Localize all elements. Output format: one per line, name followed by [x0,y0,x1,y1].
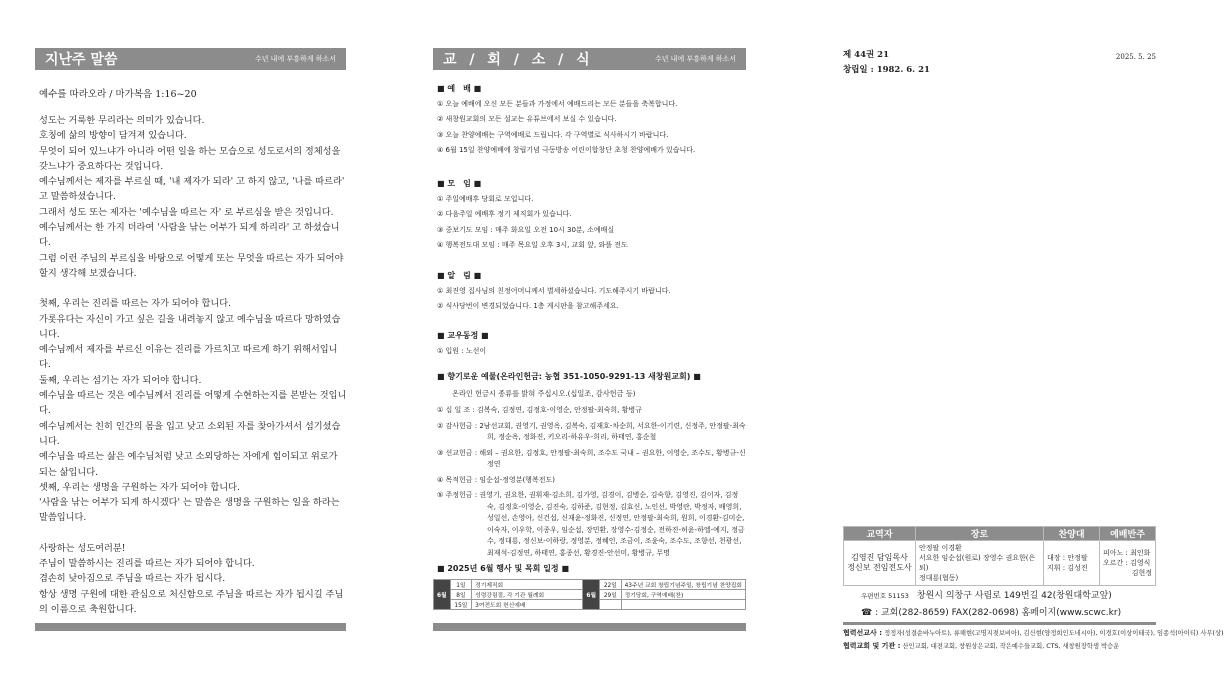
offering-note: 온라인 헌금시 종류를 밝혀 주십시오.(십일조, 감사헌금 등) [452,388,636,398]
footer-bar [433,623,746,631]
schedule-day: 15일 [450,600,472,610]
sermon-header-subtitle: 수년 내에 부흥하게 하소서 [254,55,336,63]
pastors-cell [844,541,916,586]
news-item: ④ 행복전도대 모임 : 매주 목요일 오후 3시, 교회 앞, 와플 전도 [437,241,628,249]
news-item: ① 최진영 집사님의 친정어머니께서 별세하셨습니다. 기도해주시기 바랍니다. [437,286,671,295]
pastor-name: 정신보 전임전도사 [847,563,912,572]
missionary-list: 정정자(성결순바누아트), 류해현(고명지젖보비아), 김신현(양정희인도네시아), 이경호(이상이태국), 임종석(아이티) 사무(상) [884,630,1224,637]
sermon-paragraph: 그럼 이런 주님의 부르심을 바탕으로 어떻게 또는 무엇을 따르는 자가 되어야 할지 생각해 보겠습니다. [39,252,344,279]
schedule-event: 정기제직회 [472,580,583,590]
news-item: ① 주일예배후 당회로 모입니다. [437,194,534,203]
sermon-paragraph: 예수님께서 제자를 부르신 이유는 진리를 가르치고 따르게 하기 위해서입니다. [39,344,338,371]
meeting-section [437,177,746,256]
sermon-paragraph: 예수님께서는 친히 인간의 몸을 입고 낮고 소외된 자를 찾아가셔서 섬기셨습니다. [39,420,341,447]
accompanist-organ: 오르간 : 김영식 [1103,559,1151,567]
sermon-reference: 예수를 따라오라 / 마가복음 1:16~20 [39,89,197,100]
choir-conductor: 지휘 : 김성진 [1047,564,1088,572]
sermon-paragraph: 첫째, 우리는 진리를 따르는 자가 되어야 합니다. [39,298,231,310]
schedule-day: 22일 [600,580,622,590]
zip-code: 우편번호 51153 [861,592,909,600]
church-address-block [861,588,1121,622]
issue-date: 2025. 5. 25 [1115,53,1156,61]
missionary-label: 협력선교사 : [843,629,883,637]
elder-names: 정대룡(협동) [919,574,959,582]
sermon-paragraph: 둘째, 우리는 섬기는 자가 되어야 합니다. [39,374,202,386]
staff-header: 장로 [916,527,1044,541]
schedule-day: 1일 [450,580,472,590]
worship-section [437,82,746,161]
news-item: ② 새창원교회의 모든 설교는 유튜브에서 보실 수 있습니다. [437,115,617,123]
accompanist-cell [1100,541,1156,586]
news-item: ① 오늘 예배에 오신 모든 분들과 가정에서 예배드리는 모든 분들을 축복합니다. [437,99,678,108]
section-title: ■ 교우동정 ■ [437,331,489,340]
elders-cell [916,541,1044,586]
schedule-event: 성령강림절, 각 기관 월례회 [472,590,583,600]
sermon-paragraph: 주님이 말씀하시는 진리를 따르는 자가 되어야 합니다. [39,558,255,570]
news-item: ② 식사당번이 변경되었습니다. 1층 게시판을 참고해주세요. [437,302,619,310]
partner-list: 산인교회, 대전교회, 창원상은교회, 작은예수들교회, CTS, 새창원장학생 박승운 [902,643,1120,650]
accompanist-organ: 김현정 [1131,569,1152,577]
sermon-header-title: 지난주 말씀 [45,52,118,68]
news-item: ② 다음주일 예배후 정기 제직회가 있습니다. [437,210,572,218]
sermon-paragraph: 성도는 거룩한 무리라는 의미가 있습니다. [39,115,205,126]
partners-block [843,627,1224,653]
sermon-paragraph: 예수님께서는 제자를 부르실 때, '내 제자가 되라' 고 하지 않고, '나를 따르라' 고 말씀하셨습니다. [39,176,345,203]
staff-header: 찬양대 [1044,527,1100,541]
volume-number: 제 44권 21 [843,50,889,60]
news-item: ③ 선교헌금 : 해외 – 권요한, 김정호, 안정팔-최숙희, 조수도 국내 – 권요한, 이영순, 조수도, 황병규-신정연 [437,448,746,468]
news-item: ① 입원 : 노선이 [437,346,487,355]
news-item: ① 십 일 조 : 김복숙, 김정연, 김정호-이영순, 안정팔-최숙희, 황병규 [437,406,642,414]
news-item: ④ 목적헌금 : 임순섭-정영분(행복전도) [437,475,555,484]
sermon-paragraph: 무엇이 되어 있느냐가 아니라 어떤 일을 하는 모습으로 성도로서의 정체성을 갖느냐가 중요하다는 것입니다. [39,145,341,172]
sermon-paragraph: 예수님을 따르는 삶은 예수님처럼 낮고 소외당하는 자에게 힘이되고 위로가 되는 삶입니다. [39,451,338,478]
contact-line: ☎ : 교회(282-8659) FAX(282-0698) 홈페이지(www.scwc.kr) [861,608,1122,618]
notice-section [437,269,746,317]
schedule-month: 6월 [434,580,451,610]
sermon-paragraph: 겸손히 낮아짐으로 주님을 따르는 자가 됩시다. [39,573,226,585]
news-item: ⑤ 주정헌금 : 권영기, 권요한, 권휘재-김소희, 김가영, 김경이, 김병순, 김숙향, 김영진, 김이자, 김정숙, 김정호-이영순, 김진숙, 김하준, 김현정, 김효신, 노인선, 박영란, 박정자, 배영희, 성일선, 손영아, 신건섭, 신재윤-정화진, 신정연, 안정팔-최숙희, 원희, 이경환-김미순, 이숙자, 이우학, 이종우, 임순섭, 장민환, 장영수-김정순, 전하진-허윤-하엘-예지, 정금수, 정대룡, 정신보-이하랑, 정영분, 정혜인, 조금이, 조윤숙, 조수도, 조향선, 천광선, 최재석-김정연, 하태연, 홍종선, 황경진-안선미, 황병규, 무명 [437,491,745,557]
choir-cell [1044,541,1100,586]
section-title: ■ 향기로운 예물(온라인헌금: 농협 351-1050-9291-13 새창원교회) ■ [437,372,701,381]
elder-names: 서요한 임순섭(원로) 장영수 권요한(은퇴) [919,554,1036,572]
members-section [437,329,746,361]
schedule-table [433,579,746,610]
sermon-paragraph: 항상 생명 구원에 대한 관심으로 처신함으로 주님을 따르는 자가 됩시길 주님의 이름으로 축원합니다. [39,588,344,615]
footer-bar [35,623,346,631]
sermon-paragraph: 그래서 성도 또는 제자는 '예수님을 따르는 자' 로 부르심을 받은 것입니다. [39,206,334,218]
news-header-subtitle: 수년 내에 부흥하게 하소서 [654,55,736,63]
partner-label: 협력교회 및 기관 : [843,642,901,650]
staff-header: 교역자 [844,527,916,541]
section-title: ■ 알 림 ■ [437,271,482,280]
news-header-title: 교 / 회 / 소 / 식 [443,52,594,68]
news-item: ③ 중보기도 모임 : 매주 화요일 오전 10시 30분, 소예배실 [437,225,615,234]
schedule-event: 3여전도회 헌신예배 [472,600,583,610]
offering-section [437,370,746,563]
schedule-day: 8일 [450,590,472,600]
info-column [843,0,1224,681]
schedule-day [600,600,622,610]
sermon-paragraph: '사람을 낚는 어부가 되게 하시겠다' 는 말씀은 생명을 구원하는 일을 하라는 말씀입니다. [39,497,340,524]
schedule-event: 정기당회, 구역예배(찬) [621,590,745,600]
sermon-paragraph: 사랑하는 성도여러분! [39,542,126,554]
sermon-paragraph: 예수님을 따르는 것은 예수님께서 진리를 어떻게 수현하는지를 본받는 것입니다. [39,390,347,417]
section-title: ■ 모 임 ■ [437,179,482,188]
sermon-header [35,48,346,70]
paragraph-gap [39,281,347,296]
news-item: ② 감사헌금 : 2남선교회, 권영기, 권영옥, 김복숙, 김재호-차순희, 서요한-이기련, 신정주, 안정팔-최숙희, 정순옥, 정화진, 키오리-하유우-희리, 하태연, 홍순철 [437,421,746,441]
elder-names: 안정팔 이경환 [919,544,962,552]
news-column [433,0,746,681]
schedule-section [437,562,746,579]
choir-leader: 대장 : 안정팔 [1047,554,1088,562]
sermon-paragraph: 셋째, 우리는 생명을 구원하는 자가 되어야 합니다. [39,481,240,493]
sermon-paragraph: 호칭에 삶의 방향이 담겨져 있습니다. [39,130,187,142]
section-title: ■ 2025년 6월 행사 및 목회 일정 ■ [437,564,569,573]
sermon-column [35,0,346,681]
sermon-body [39,113,347,617]
schedule-month: 6월 [583,580,600,610]
schedule-row [434,580,746,590]
sermon-paragraph: 가롯유다는 자신이 가고 싶은 길을 내려놓지 않고 예수님을 따르다 망하였습니다. [39,313,341,340]
news-item: ④ 6월 15일 찬양예배에 창립기념 극동방송 어린이합창단 초청 찬양예배가 있습니다. [437,146,696,154]
pastor-name: 김영진 담임목사 [851,553,908,562]
section-title: ■ 예 배 ■ [437,84,482,93]
founded-date: 창립일 : 1982. 6. 21 [843,65,930,75]
volume-info [843,48,930,78]
address: 창원시 의창구 사림로 149번길 42(창원대학교앞) [916,591,1112,601]
accompanist-piano: 피아노 : 최인화 [1103,549,1151,557]
staff-table [843,526,1156,586]
paragraph-gap [39,526,347,541]
news-item: ③ 오늘 찬양예배는 구역예배로 드립니다. 각 구역별로 식사하시기 바랍니다. [437,130,669,139]
schedule-day: 29일 [600,590,622,600]
sermon-paragraph: 예수님께서는 한 가지 더라여 '사람을 낚는 어부가 되게 하리라' 고 하셨습니다. [39,222,340,249]
staff-header: 예배반주 [1100,527,1156,541]
schedule-event: 43주년 교회 창립기념주일, 창립기념 찬양집회 [621,580,745,590]
news-header [433,48,746,70]
schedule-event [621,600,745,610]
divider [843,622,1156,625]
